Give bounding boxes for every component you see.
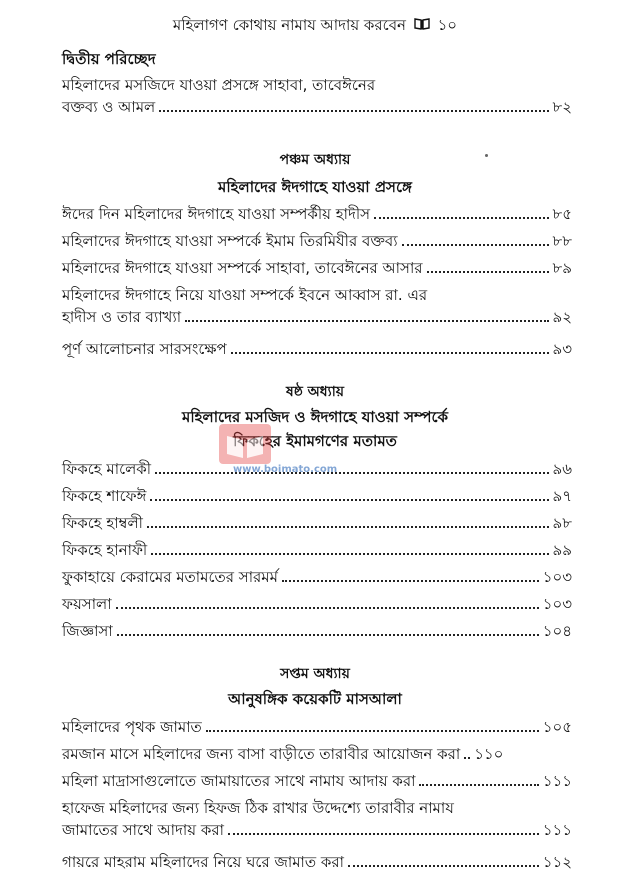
page-number: ৯৯ [552,541,572,559]
header-title: মহিলাগণ কোথায় নামায আদায় করবেন [172,16,407,34]
leader-dots [185,319,548,322]
toc-entry: ঈদের দিন মহিলাদের ঈদগাহে যাওয়া সম্পর্কীয় হাদীস ৮৫ [62,205,572,223]
leader-dots [150,498,548,501]
leader-dots [155,471,548,474]
page-number: ১১১ [542,772,572,790]
page-number: ৯৭ [552,487,572,505]
page-number: ৮৮ [552,232,572,250]
leader-dots [464,756,470,759]
leader-dots [228,832,539,835]
page-number: ১০৩ [542,568,572,586]
toc-entry: পূর্ণ আলোচনার সারসংক্ষেপ ৯৩ [62,340,572,358]
leader-dots [348,864,539,867]
header-page-number: ১০ [437,16,458,34]
toc-entry: মহিলাদের ঈদগাহে যাওয়া সম্পর্কে সাহাবা, তাবেঈনের আসার ৮৯ [62,259,572,277]
page-header [0,14,630,39]
chapter-label: সপ্তম অধ্যায় [280,666,350,682]
chapter-label: পঞ্চম অধ্যায় [279,152,351,168]
leader-dots [427,270,549,273]
toc-entry: ফিকহে হানাফী ৯৯ [62,541,572,559]
chapter-title: মহিলাদের ঈদগাহে যাওয়া প্রসঙ্গে [218,178,412,196]
page-number: ৯৮ [552,514,572,532]
leader-dots [147,525,549,528]
toc-entry: মহিলাদের মসজিদে যাওয়া প্রসঙ্গে সাহাবা, তাবেঈনের বক্তব্য ও আমল ৮২ [62,76,572,116]
toc-entry: মহিলা মাদ্রাসাগুলোতে জামায়াতের সাথে নামায আদায় করা ১১১ [62,772,572,790]
toc-entry: ফয়সালা ১০৩ [62,595,572,613]
leader-dots [419,783,538,786]
book-icon [414,18,430,34]
leader-dots [374,216,548,219]
leader-dots [117,633,539,636]
leader-dots [206,729,539,732]
page-number: ৯২ [552,308,572,326]
page-number: ৮২ [552,98,572,116]
leader-dots [151,552,548,555]
leader-dots [159,109,548,112]
page-number: ১১২ [542,853,572,871]
chapter-title: আনুষঙ্গিক কয়েকটি মাসআলা [228,690,402,708]
toc-entry: মহিলাদের ঈদগাহে নিয়ে যাওয়া সম্পর্কে ইবনে আব্বাস রা. এর হাদীস ও তার ব্যাখ্যা ৯২ [62,286,572,326]
toc-entry: ফিকহে শাফেঈ ৯৭ [62,487,572,505]
toc-entry: হাফেজ মহিলাদের জন্য হিফজ ঠিক রাখার উদ্দেশ্যে তারাবীর নামায জামাতের সাথে আদায় করা ১১১ [62,799,572,839]
leader-dots [282,579,539,582]
section-heading-2: দ্বিতীয় পরিচ্ছেদ [62,50,156,68]
toc-entry: ফিকহে হাম্বলী ৯৮ [62,514,572,532]
toc-entry: ফুকাহায়ে কেরামের মতামতের সারমর্ম ১০৩ [62,568,572,586]
page-number: ৯৬ [552,460,572,478]
page-number: ১১১ [542,821,572,839]
toc-entry: রমজান মাসে মহিলাদের জন্য বাসা বাড়ীতে তারাবীর আয়োজন করা ১১০ [62,745,504,763]
page-number: ১০৩ [542,595,572,613]
page-number: ৮৯ [552,259,572,277]
toc-entry: ফিকহে মালেকী ৯৬ [62,460,572,478]
leader-dots [116,606,539,609]
page-number: ৯৩ [552,340,572,358]
toc-entry: গায়রে মাহরাম মহিলাদের নিয়ে ঘরে জামাত করা ১১২ [62,853,572,871]
chapter-title: মহিলাদের মসজিদ ও ঈদগাহে যাওয়া সম্পর্কে [182,408,448,426]
chapter-subtitle: ফিকহের ইমামগণের মতামত [233,432,397,450]
toc-entry: জিজ্ঞাসা ১০৪ [62,622,572,640]
page-number: ১০৫ [542,718,572,736]
page-number: ১০৪ [542,622,572,640]
leader-dots [402,243,549,246]
page-number: ৮৫ [552,205,572,223]
chapter-label: ষষ্ঠ অধ্যায় [285,384,345,400]
watermark-text: www.boimato.com [233,464,338,475]
toc-entry: মহিলাদের ঈদগাহে যাওয়া সম্পর্কে ইমাম তিরমিযীর বক্তব্য ৮৮ [62,232,572,250]
toc-entry: মহিলাদের পৃথক জামাত ১০৫ [62,718,572,736]
leader-dots [231,351,549,354]
page-number: ১১০ [474,745,504,763]
